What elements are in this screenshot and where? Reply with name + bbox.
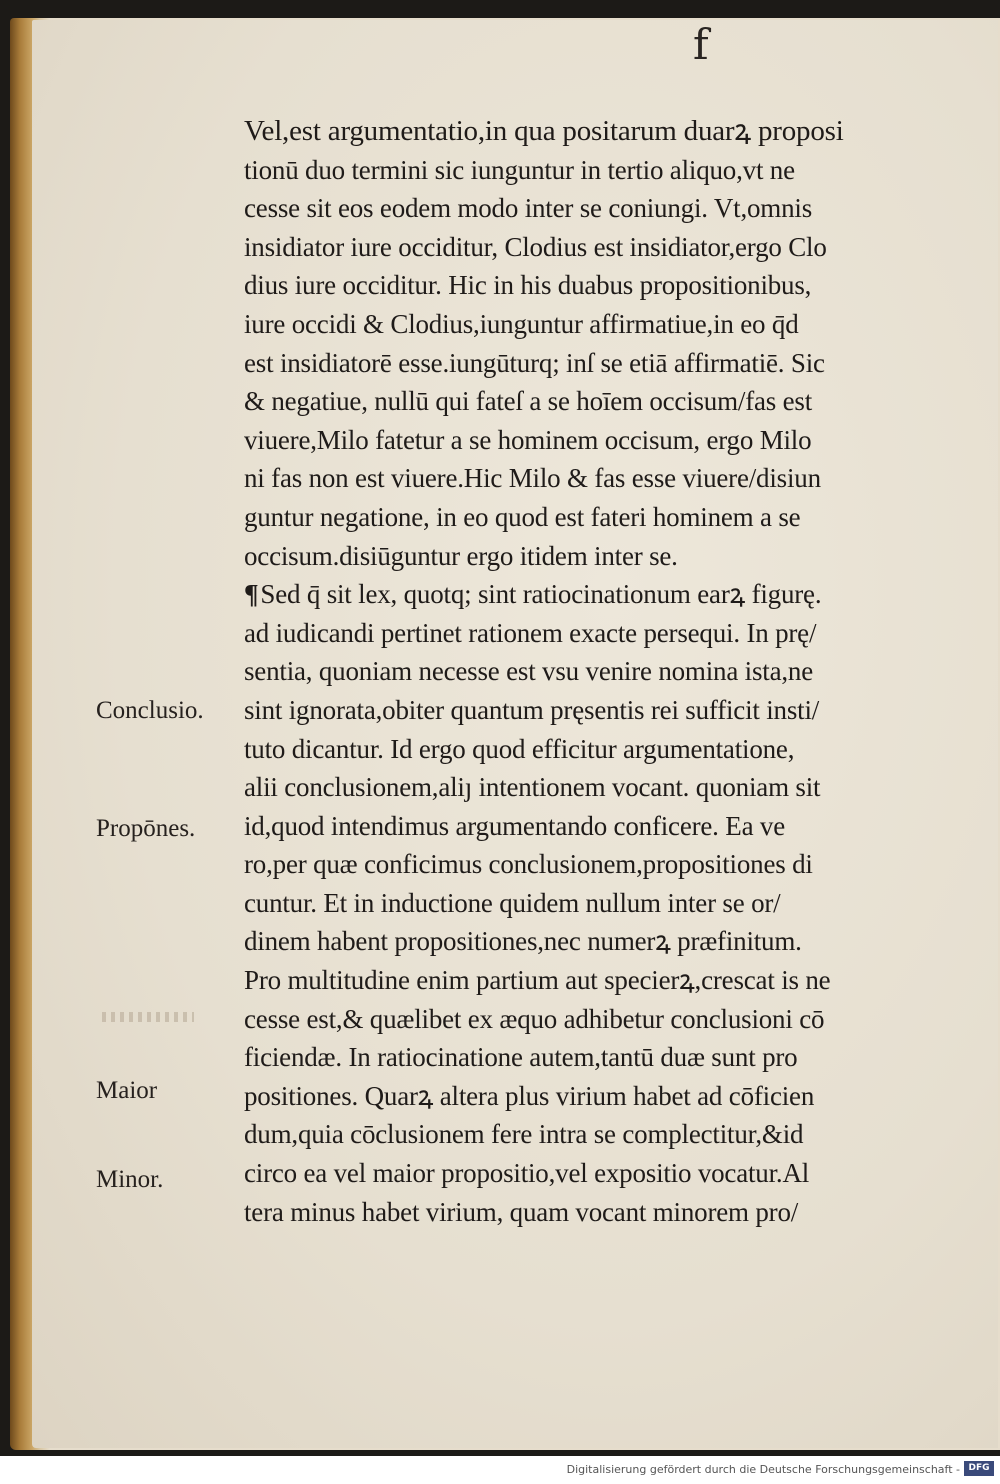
text-line: ad iudicandi pertinet rationem exacte persequi. In prę/ (244, 617, 817, 648)
text-line: dum,quia cōclusionem fere intra se complectitur,&id (244, 1119, 804, 1150)
text-line: id,quod intendimus argumentando conficere. Ea ve (244, 810, 785, 841)
footer-credit: Digitalisierung gefördert durch die Deutsche Forschungsgemeinschaft - (566, 1463, 960, 1476)
text-line: sint ignorata,obiter quantum pręsentis rei sufficit insti/ (244, 694, 820, 725)
text-line: ro,per quæ conficimus conclusionem,propositiones di (244, 849, 813, 880)
folio-mark: f (693, 20, 709, 69)
text-line: alii conclusionem,aliȷ intentionem vocant. quoniam sit (244, 772, 821, 803)
dfg-logo: DFG (964, 1461, 994, 1476)
text-line: tuto dicantur. Id ergo quod efficitur argumentatione, (244, 733, 795, 764)
margin-smudge (102, 1012, 194, 1022)
text-line: cesse sit eos eodem modo inter se coniungi. Vt,omnis (244, 193, 813, 224)
text-line: cesse est,& quælibet ex æquo adhibetur conclusioni cō (244, 1003, 825, 1034)
text-line: positiones. Quarꝝ altera plus virium habet ad cōficien (244, 1080, 815, 1111)
text-line: & negatiue, nullū qui fateſ a se hoīem occisum/fas est (244, 386, 813, 417)
text-line: cuntur. Et in inductione quidem nullum inter se or/ (244, 887, 781, 918)
text-line: insidiator iure occiditur, Clodius est insidiator,ergo Clo (244, 231, 827, 262)
body-text (244, 112, 934, 1231)
text-line: ni fas non est viuere.Hic Milo & fas esse viuere/disiun (244, 463, 821, 494)
text-line: Pro multitudine enim partium aut specierꝝ,crescat is ne (244, 965, 831, 996)
text-line: Vel,est argumentatio,in qua positarum duarꝝ proposi (244, 115, 844, 147)
text-line: tionū duo termini sic iunguntur in tertio aliquo,vt ne (244, 154, 795, 185)
margin-note-propones: Propōnes. (96, 815, 196, 842)
margin-note-maior: Maior (96, 1077, 158, 1104)
pilcrow-icon: ¶ (244, 579, 259, 610)
text-line: guntur negatione, in eo quod est fateri hominem a se (244, 501, 801, 532)
text-line: Sed q̄ sit lex, quotq; sint ratiocinationum earꝝ figurę. (260, 579, 822, 610)
paragraph-start-line (244, 575, 934, 614)
text-line: dius iure occiditur. Hic in his duabus propositionibus, (244, 270, 812, 301)
margin-note-minor: Minor. (96, 1166, 164, 1193)
text-line: viuere,Milo fatetur a se hominem occisum, ergo Milo (244, 424, 812, 455)
margin-note-conclusio: Conclusio. (96, 697, 204, 724)
text-line: est insidiatorē esse.iungūturq; inſ se etiā affirmatiē. Sic (244, 347, 825, 378)
text-line: ficiendæ. In ratiocinatione autem,tantū duæ sunt pro (244, 1042, 798, 1073)
text-line: circo ea vel maior propositio,vel expositio vocatur.Al (244, 1158, 810, 1189)
text-line: iure occidi & Clodius,iunguntur affirmatiue,in eo q̄d (244, 308, 799, 339)
text-line: sentia, quoniam necesse est vsu venire nomina ista,ne (244, 656, 813, 687)
text-line: tera minus habet virium, quam vocant minorem pro/ (244, 1196, 799, 1227)
text-line: dinem habent propositiones,nec numerꝝ præfinitum. (244, 926, 802, 957)
text-line: occisum.disiūguntur ergo itidem inter se. (244, 540, 678, 571)
